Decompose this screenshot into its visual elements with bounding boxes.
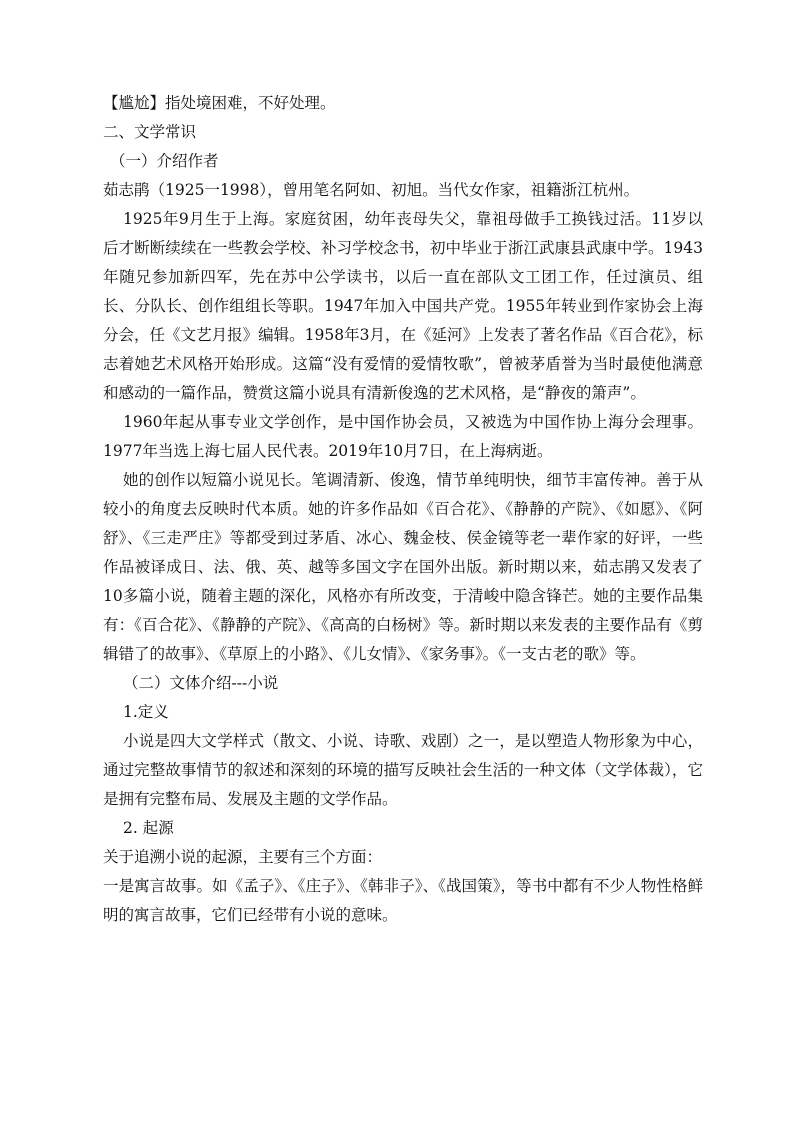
subsection-title-author: （一）介绍作者 bbox=[110, 152, 219, 170]
bio-paragraph-2: 1960年起从事专业文学创作，是中国作协会员，又被选为中国作协上海分会理事。1977年当选上海七届人民代表。2019年10月7日，在上海病逝。 bbox=[103, 413, 703, 460]
works-paragraph: 她的创作以短篇小说见长。笔调清新、俊逸，情节单纯明快，细节丰富传神。善于从较小的角度去反映时代本质。她的许多作品如《百合花》、《静静的产院》、《如愿》、《阿舒》、《三走严庄》等都受到过茅盾、冰心、魏金枝、侯金镜等老一辈作家的好评，一些作品被译成日、法、俄、英、越等多国文字在国外出版。新时期以来，茹志鹃又发表了10多篇小说，随着主题的深化，风格亦有所改变，于清峻中隐含锋芒。她的主要作品集有：《百合花》、《静静的产院》、《高高的白杨树》等。新时期以来发表的主要作品有《剪辑错了的故事》、《草原上的小路》、《儿女情》、《家务事》。《一支古老的歌》等。 bbox=[103, 471, 703, 663]
author-intro: 茹志鹃（1925一1998），曾用笔名阿如、初旭。当代女作家，祖籍浙江杭州。 bbox=[103, 181, 640, 199]
item-title-origin: 2. 起源 bbox=[123, 819, 174, 837]
item-title-definition: 1.定义 bbox=[123, 703, 169, 721]
origin-point-1: 一是寓言故事。如《孟子》、《庄子》、《韩非子》、《战国策》，等书中都有不少人物性格鲜明的寓言故事，它们已经带有小说的意味。 bbox=[103, 877, 703, 924]
bio-paragraph-1: 1925年9月生于上海。家庭贫困，幼年丧母失父，靠祖母做手工换钱过活。11岁以后才断断续续在一些教会学校、补习学校念书，初中毕业于浙江武康县武康中学。1943年随兄参加新四军，先在苏中公学读书，以后一直在部队文工团工作，任过演员、组长、分队长、创作组组长等职。1947年加入中国共产党。1955年转业到作家协会上海分会，任《文艺月报》编辑。1958年3月，在《延河》上发表了著名作品《百合花》，标志着她艺术风格开始形成。这篇“没有爱情的爱情牧歌”，曾被茅盾誉为当时最使他满意和感动的一篇作品，赞赏这篇小说具有清新俊逸的艺术风格，是“静夜的箫声”。 bbox=[103, 210, 703, 402]
origin-intro: 关于追溯小说的起源，主要有三个方面： bbox=[103, 848, 383, 866]
definition-body: 小说是四大文学样式（散文、小说、诗歌、戏剧）之一，是以塑造人物形象为中心，通过完整故事情节的叙述和深刻的环境的描写反映社会生活的一种文体（文学体裁），它是拥有完整布局、发展及主题的文学作品。 bbox=[103, 732, 703, 808]
section-title: 二、文学常识 bbox=[103, 123, 197, 141]
document-body bbox=[103, 89, 703, 930]
definition-line: 【尴尬】指处境困难，不好处理。 bbox=[103, 94, 336, 112]
subsection-title-genre: （二）文体介绍---小说 bbox=[123, 674, 279, 692]
